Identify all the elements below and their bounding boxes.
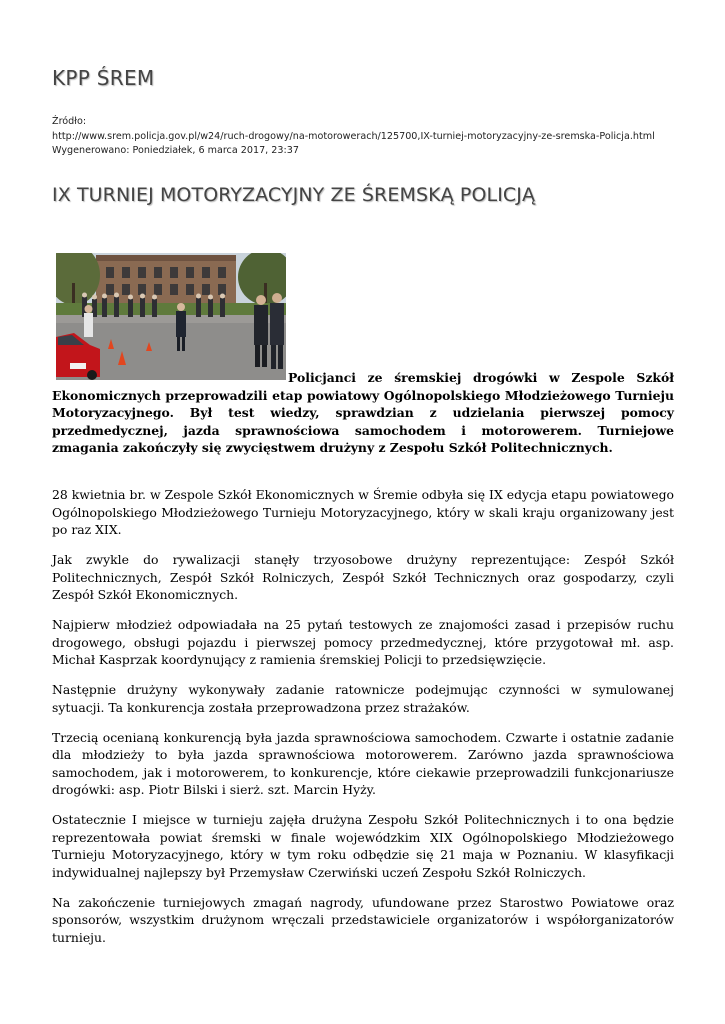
lead-indent: [52, 381, 288, 382]
article-lead: [52, 369, 674, 457]
paragraph: Najpierw młodzież odpowiadała na 25 pytań testowych ze znajomości zasad i przepisów ruchu drogowego, obsługi pojazdu i pierwszej pomocy przedmedycznej, które przygotował mł. asp. Michał Kasprzak koordynujący z ramienia śremskiej Policji to przedsięwzięcie.: [52, 617, 674, 667]
generated-date: Wygenerowano: Poniedziałek, 6 marca 2017, 23:37: [52, 145, 299, 156]
lead-text: Policjanci ze śremskiej drogówki w Zespole Szkół Ekonomicznych przeprowadzili etap powiatowy Ogólnopolskiego Młodzieżowego Turnieju Motoryzacyjnego. Był test wiedzy, sprawdzian z udzielania pierwszej pomocy przedmedycznej, jazda sprawnościowa samochodem i motorowerem. Turniejowe zmagania zakończyły się zwycięstwem drużyny z Zespołu Szkół Politechnicznych.: [52, 370, 674, 455]
paragraph: Na zakończenie turniejowych zmagań nagrody, ufundowane przez Starostwo Powiatowe oraz sponsorów, wszystkim drużynom wręczali przedstawiciele organizatorów i współorganizatorów turnieju.: [52, 894, 674, 945]
source-url[interactable]: http://www.srem.policja.gov.pl/w24/ruch-drogowy/na-motorowerach/125700,IX-turniej-motoryzacyjny-ze-sremska-Policja.html: [52, 130, 655, 142]
source-metadata: [52, 115, 674, 159]
article-body: [52, 486, 674, 959]
article-title: IX TURNIEJ MOTORYZACYJNY ZE ŚREMSKĄ POLICJĄ: [52, 184, 536, 206]
paragraph: Następnie drużyny wykonywały zadanie ratownicze podejmując czynności w symulowanej sytuacji. Ta konkurencja została przeprowadzona przez strażaków.: [52, 682, 674, 715]
article-photo: [56, 253, 286, 380]
paragraph: Ostatecznie I miejsce w turnieju zajęła drużyna Zespołu Szkół Politechnicznych i to ona będzie reprezentowała powiat śremski w finale wojewódzkim XIX Ogólnopolskiego Młodzieżowego Turnieju Motoryzacyjnego, który w tym roku odbędzie się 21 maja w Poznaniu. W klasyfikacji indywidualnej najlepszy był Przemysław Czerwiński uczeń Zespołu Szkół Rolniczych.: [52, 812, 674, 880]
paragraph: Trzecią ocenianą konkurencją była jazda sprawnościowa samochodem. Czwarte i ostatnie zadanie dla młodzieży to była jazda sprawnościowa motorowerem. Zarówno jazda sprawnościowa samochodem, jak i motorowerem, to konkurencje, które ciekawie przeprowadzili funkcjonariusze drogówki: asp. Piotr Bilski i sierż. szt. Marcin Hyży.: [52, 729, 674, 797]
paragraph: Jak zwykle do rywalizacji stanęły trzyosobowe drużyny reprezentujące: Zespół Szkół Politechnicznych, Zespół Szkół Rolniczych, Zespół Szkół Technicznych oraz gospodarzy, czyli Zespół Szkół Ekonomicznych.: [52, 552, 674, 602]
site-title: KPP ŚREM: [52, 66, 155, 90]
source-label: Źródło:: [52, 116, 87, 127]
paragraph: 28 kwietnia br. w Zespole Szkół Ekonomicznych w Śremie odbyła się IX edycja etapu powiatowego Ogólnopolskiego Młodzieżowego Turnieju Motoryzacyjnego, który w skali kraju organizowany jest po raz XIX.: [52, 487, 674, 537]
